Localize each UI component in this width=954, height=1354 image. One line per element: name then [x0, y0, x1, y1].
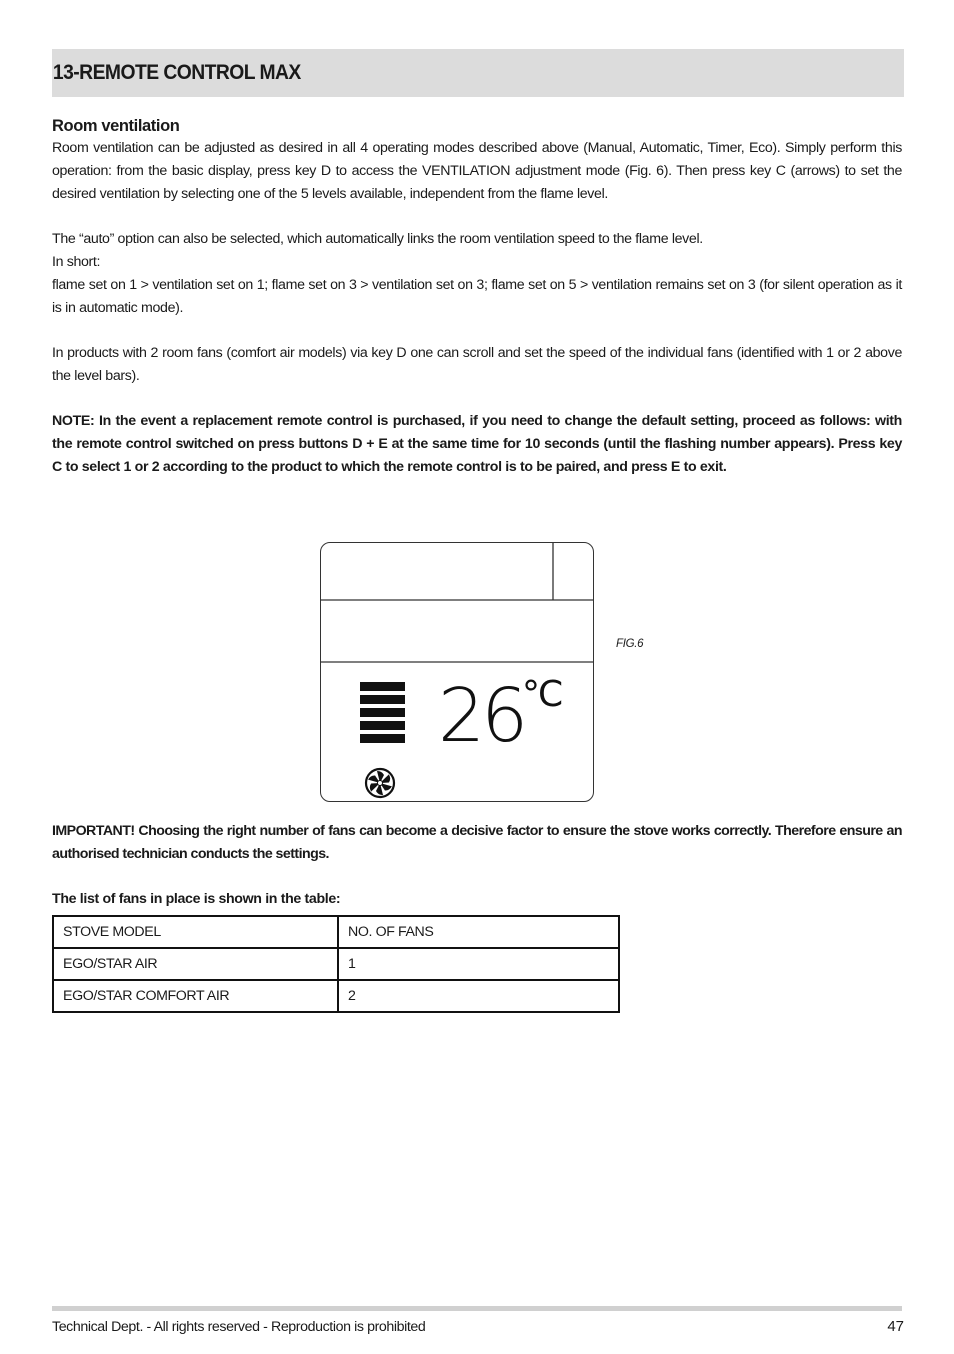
temperature-value: 26	[438, 673, 525, 759]
paragraph-auto	[52, 228, 902, 320]
ventilation-level-bars	[360, 682, 405, 743]
flame-mapping-line: flame set on 1 > ventilation set on 1; flame set on 3 > ventilation set on 3; flame set on 5 > ventilation remains set on 3 (for silent operation as it is in automatic mode).	[52, 277, 902, 316]
level-bar	[360, 695, 405, 704]
table-row	[53, 980, 619, 1012]
note-paragraph: NOTE: In the event a replacement remote control is purchased, if you need to change the default setting, proceed as follows: with the remote control switched on press buttons D + E at the same time for 10 seconds (until the flashing number appears). Press key C to select 1 or 2 according to the product to which the remote control is to be paired, and press E to exit.	[52, 413, 902, 475]
subsection-heading: Room ventilation	[52, 117, 180, 135]
footer-text: Technical Dept. - All rights reserved - Reproduction is prohibited	[52, 1319, 426, 1335]
table-header-cell: STOVE MODEL	[53, 916, 338, 948]
level-bar	[360, 708, 405, 717]
level-bar	[360, 721, 405, 730]
page-number: 47	[887, 1318, 904, 1335]
fans-table	[52, 915, 620, 1013]
table-cell: EGO/STAR COMFORT AIR	[53, 980, 338, 1012]
table-header-row	[53, 916, 619, 948]
table-cell: 1	[338, 948, 619, 980]
fan-icon	[366, 769, 394, 797]
important-paragraph: IMPORTANT! Choosing the right number of fans can become a decisive factor to ensure the stove works correctly. Therefore ensure an authorised technician conducts the settings.	[52, 823, 902, 862]
table-cell: 2	[338, 980, 619, 1012]
paragraph-intro: Room ventilation can be adjusted as desired in all 4 operating modes described above (Manual, Automatic, Timer, Eco). Simply perform this operation: from the basic display, press key D to access the VENTILATION adjustment mode (Fig. 6). Then press key C (arrows) to set the desired ventilation by selecting one of the 5 levels available, independent from the flame level.	[52, 140, 902, 202]
level-bar	[360, 682, 405, 691]
temperature-unit: °C	[522, 674, 562, 715]
table-header-cell: NO. OF FANS	[338, 916, 619, 948]
auto-option-line: The “auto” option can also be selected, which automatically links the room ventilation speed to the flame level.	[52, 231, 703, 247]
level-bar	[360, 734, 405, 743]
section-title: 13-REMOTE CONTROL MAX	[52, 61, 301, 84]
table-cell: EGO/STAR AIR	[53, 948, 338, 980]
figure-label: FIG.6	[616, 638, 644, 650]
footer-divider	[52, 1306, 902, 1311]
paragraph-two-fans: In products with 2 room fans (comfort air models) via key D one can scroll and set the speed of the individual fans (identified with 1 or 2 above the level bars).	[52, 345, 902, 384]
table-row	[53, 948, 619, 980]
section-header	[52, 49, 904, 97]
in-short-line: In short:	[52, 254, 101, 270]
remote-display-figure	[320, 542, 594, 802]
table-caption: The list of fans in place is shown in the table:	[52, 891, 341, 907]
